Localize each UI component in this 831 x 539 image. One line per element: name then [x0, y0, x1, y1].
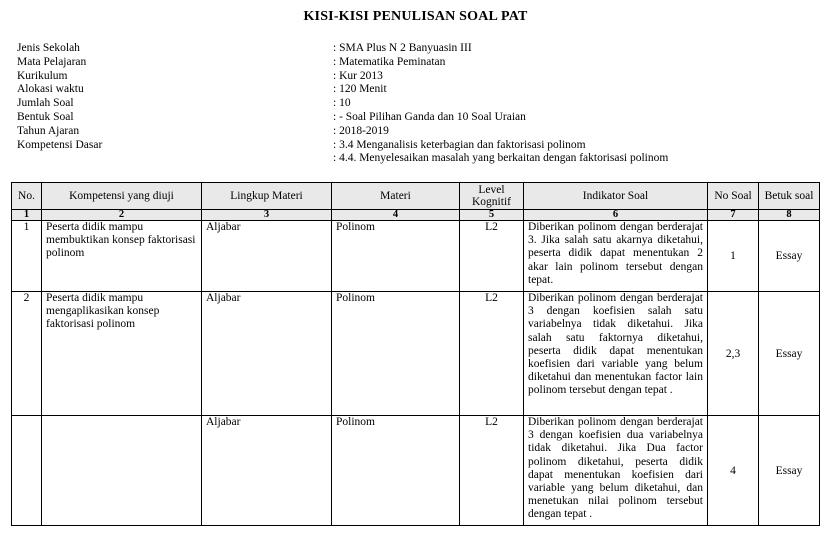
- column-header: Level Kognitif: [460, 183, 524, 210]
- no-soal-cell: 2,3: [708, 292, 759, 416]
- table-row: [12, 292, 820, 416]
- meta-row: [17, 111, 668, 125]
- meta-label: Jumlah Soal: [17, 97, 74, 110]
- meta-row: [17, 56, 668, 70]
- materi-cell: Polinom: [332, 292, 460, 416]
- materi-cell: Polinom: [332, 416, 460, 526]
- meta-row: [17, 152, 668, 166]
- column-header: No Soal: [708, 183, 759, 210]
- column-header: Kompetensi yang diuji: [42, 183, 202, 210]
- meta-label: Bentuk Soal: [17, 110, 74, 123]
- column-number: 6: [524, 210, 708, 221]
- no-soal-cell: 1: [708, 221, 759, 292]
- level-cell: L2: [460, 292, 524, 416]
- meta-value: : 3.4 Menganalisis keterbagian dan faktorisasi polinom: [333, 138, 586, 151]
- meta-row: [17, 70, 668, 84]
- bentuk-cell: Essay: [759, 292, 820, 416]
- lingkup-cell: Aljabar: [202, 221, 332, 292]
- meta-row: [17, 42, 668, 56]
- meta-value: : Matematika Peminatan: [333, 55, 446, 68]
- materi-cell: Polinom: [332, 221, 460, 292]
- column-header: Betuk soal: [759, 183, 820, 210]
- meta-label: Kurikulum: [17, 69, 68, 82]
- meta-value: : 10: [333, 97, 351, 110]
- meta-row: [17, 139, 668, 153]
- level-cell: L2: [460, 221, 524, 292]
- metadata-block: [17, 42, 668, 166]
- meta-row: [17, 125, 668, 139]
- row-number: 2: [12, 292, 42, 416]
- column-number: 7: [708, 210, 759, 221]
- column-header: Materi: [332, 183, 460, 210]
- table-row: [12, 416, 820, 526]
- header-row: [12, 183, 820, 210]
- bentuk-cell: Essay: [759, 416, 820, 526]
- indikator-cell: Diberikan polinom dengan berderajat 3. Jika salah satu akarnya diketahui, peserta didik dapat menentukan 2 akar lain polinom tersebut dengan tepat.: [524, 221, 708, 292]
- meta-label: Tahun Ajaran: [17, 124, 80, 137]
- indikator-cell: Diberikan polinom dengan berderajat 3 dengan koefisien dua variabelnya tidak diketahui. Jika Dua factor polinom diketahui, peserta didik dapat menentukan koefisien dari variable yang belum diketahui, dan menetukan nilai polinom tersebut dengan tepat .: [524, 416, 708, 526]
- document-title: KISI-KISI PENULISAN SOAL PAT: [303, 9, 528, 24]
- meta-label: Jenis Sekolah: [17, 42, 80, 54]
- meta-row: [17, 83, 668, 97]
- meta-value: : 4.4. Menyelesaikan masalah yang berkaitan dengan faktorisasi polinom: [333, 152, 669, 165]
- meta-value: : - Soal Pilihan Ganda dan 10 Soal Uraian: [333, 110, 526, 123]
- meta-value: : SMA Plus N 2 Banyuasin III: [333, 42, 472, 54]
- column-header: Indikator Soal: [524, 183, 708, 210]
- column-number: 5: [460, 210, 524, 221]
- meta-label: Kompetensi Dasar: [17, 138, 103, 151]
- row-number: 1: [12, 221, 42, 292]
- column-header: Lingkup Materi: [202, 183, 332, 210]
- level-cell: L2: [460, 416, 524, 526]
- column-number: 3: [202, 210, 332, 221]
- meta-label: [17, 152, 333, 166]
- indikator-cell: Diberikan polinom dengan berderajat 3 dengan koefisien salah satu variabelnya tidak diketahui. Jika salah satu faktornya diketahui, peserta didik dapat menentukan koefisien dari variable yang belum diketahui dan menentukan factor lain polinom tersebut dengan tepat .: [524, 292, 708, 416]
- lingkup-cell: Aljabar: [202, 292, 332, 416]
- meta-label: Alokasi waktu: [17, 83, 84, 96]
- meta-value: : 2018-2019: [333, 124, 389, 137]
- column-number: 2: [42, 210, 202, 221]
- row-number: [12, 416, 42, 526]
- meta-label: Mata Pelajaran: [17, 55, 87, 68]
- kompetensi-cell: [42, 416, 202, 526]
- column-number: 4: [332, 210, 460, 221]
- column-header: No.: [12, 183, 42, 210]
- kompetensi-cell: Peserta didik mampu membuktikan konsep faktorisasi polinom: [42, 221, 202, 292]
- meta-value: : 120 Menit: [333, 83, 387, 96]
- column-number: 8: [759, 210, 820, 221]
- meta-row: [17, 97, 668, 111]
- no-soal-cell: 4: [708, 416, 759, 526]
- column-number-row: [12, 210, 820, 221]
- bentuk-cell: Essay: [759, 221, 820, 292]
- meta-value: : Kur 2013: [333, 69, 383, 82]
- lingkup-cell: Aljabar: [202, 416, 332, 526]
- table-row: [12, 221, 820, 292]
- kompetensi-cell: Peserta didik mampu mengaplikasikan konsep faktorisasi polinom: [42, 292, 202, 416]
- column-number: 1: [12, 210, 42, 221]
- kisi-kisi-table: [11, 182, 820, 526]
